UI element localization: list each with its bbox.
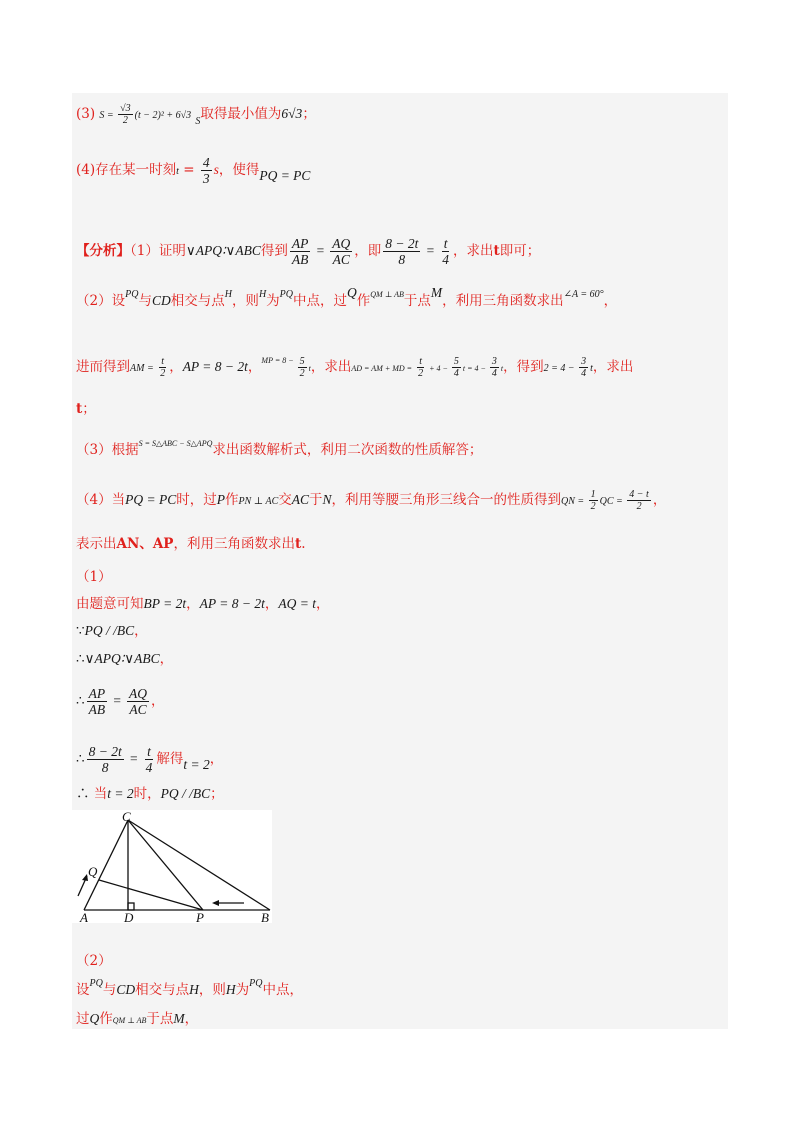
vertex-label-a: A (80, 910, 88, 923)
formula: PQ = PC (259, 168, 311, 183)
vertex-label-b: B (261, 910, 269, 923)
fraction: $\frac{8 - 2t}{8}$ (385, 236, 419, 267)
solution-line-8: 设$^{PQ}$与CD相交与点H，则H为$^{PQ}$中点， (76, 978, 303, 998)
variable: s (213, 162, 219, 177)
variable: t (176, 166, 179, 177)
answer-line-4: (4)存在某一时刻t = $\frac{4}{3}$ s，使得PQ = PC (76, 155, 311, 186)
solution-label-2: （2） (76, 953, 112, 969)
solution-line-5: ∴ $\frac{8 - 2t}{8}$ = $\frac{t}{4}$ 解得t = 2， (76, 744, 224, 775)
vertex-label-p: P (196, 910, 204, 923)
analysis-label: 【分析】 (76, 243, 130, 259)
vertex-label-d: D (124, 910, 134, 923)
formula: (t − 2)² + 6√3 (134, 110, 192, 121)
vertex-label-q: Q (88, 864, 98, 879)
fraction: $\frac{√3}{2}$ (120, 103, 131, 126)
item-label: (3) (76, 106, 96, 122)
vertex-label-c: C (122, 810, 131, 824)
solution-line-4: ∴ $\frac{AP}{AB}$ = $\frac{AQ}{AC}$ ， (76, 686, 165, 717)
fraction: $\frac{t}{4}$ (442, 236, 449, 267)
analysis-line-4: t； (76, 401, 96, 417)
analysis-line-7: 表示出AN、AP，利用三角函数求出t. (76, 536, 306, 552)
fraction: $\frac{AQ}{AC}$ (332, 236, 351, 267)
fraction: $\frac{4}{3}$ (202, 155, 210, 186)
analysis-line-2: （2）设$^{PQ}$与CD相交与点$^H$，则$^H$为$^{PQ}$中点，过Q作$^{QM \perp AB}$于点M，利用三角函数求出$^{\angle A = 60^\circ}$， (76, 285, 618, 309)
solution-line-3: ∴∨APQ∶∨ABC， (76, 651, 174, 667)
formula: ∨APQ∶∨ABC (185, 243, 261, 258)
triangle-diagram (72, 810, 272, 923)
solution-line-9: 过Q作QM ⊥ AB于点M， (76, 1011, 199, 1027)
solution-line-1: 由题意可知BP = 2t，AP = 8 − 2t，AQ = t， (76, 596, 330, 612)
analysis-line-1: 【分析】（1）证明∨APQ∶∨ABC得到 $\frac{AP}{AB}$ = $\frac{AQ}{AC}$ ，即 $\frac{8 - 2t}{8}$ = $\frac{t}{4}$ ，求出t即可； (76, 236, 541, 267)
analysis-line-6: （4）当PQ = PC时，过P作PN ⊥ AC交AC于N，利用等腰三角形三线合一的性质得到QN = $\frac{1}{2}$ QC = $\frac{4 - t}{2}$ ， (76, 489, 667, 512)
solution-line-2: ∵PQ / /BC， (76, 623, 148, 639)
answer-line-3: (3) S = $\frac{√3}{2}$ (t − 2)² + 6√3 $_S$取得最小值为6√3； (76, 103, 316, 127)
solution-label-1: （1） (76, 569, 112, 585)
analysis-line-3: 进而得到AM = $\frac{t}{2}$ ，AP = 8 − 2t，$^{MP = 8 -}$ $\frac{5}{2}$ t，求出AD = AM + MD = $\frac{t}{2}$ + 4 − $\frac{5}{4}$ t = 4 − $\frac{3}{4}$ t，得到2 = 4 − $\frac{3}{4}$ t，求出 (76, 356, 634, 379)
fraction: $\frac{AP}{AB}$ (291, 236, 309, 267)
geometry-figure (72, 810, 272, 923)
solution-line-6: ∴ 当t = 2时，PQ / /BC； (76, 786, 224, 802)
formula: S = (99, 110, 117, 121)
analysis-line-5: （3）根据$^{S = S\triangle ABC - S\triangle APQ}$求出函数解析式，利用二次函数的性质解答； (76, 439, 483, 458)
formula: 6√3 (281, 106, 303, 121)
variable: S (195, 116, 201, 127)
